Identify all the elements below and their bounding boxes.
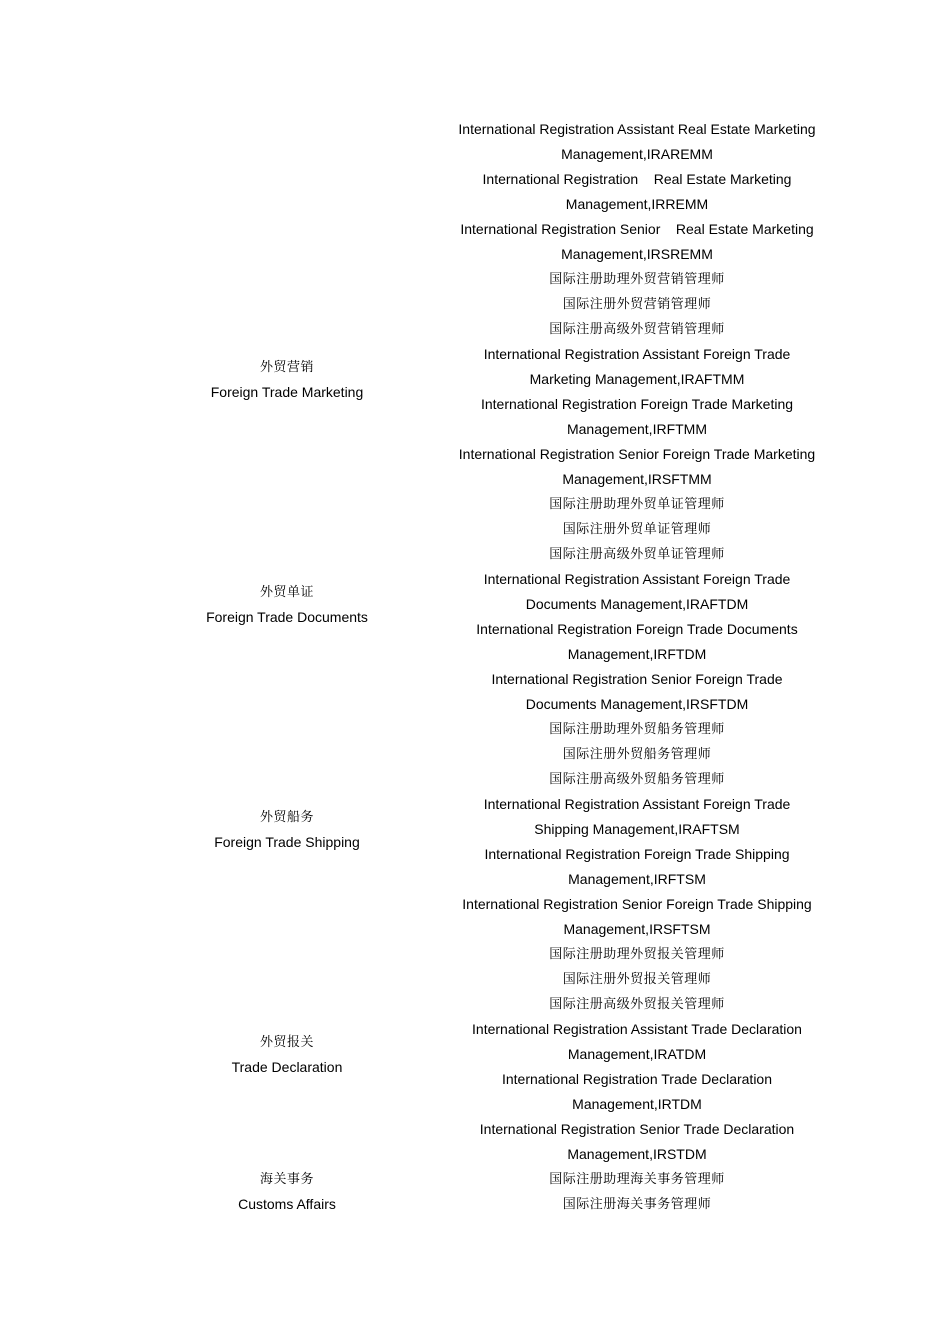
- qualification-line: 国际注册助理外贸营销管理师: [549, 272, 725, 287]
- category-name-zh: 海关事务: [259, 1172, 314, 1187]
- category-name-en: Foreign Trade Documents: [206, 608, 368, 625]
- qualification-list: [442, 1167, 832, 1217]
- qualification-block: [0, 717, 950, 942]
- qualification-line: 国际注册外贸船务管理师: [562, 747, 712, 762]
- qualification-line: International Registration Assistant Foreign Trade: [483, 796, 791, 812]
- qualification-line: Management,IRSREMM: [561, 246, 713, 262]
- qualification-line: Management,IRATDM: [567, 1046, 707, 1062]
- qualification-line: International Registration Senior Foreign Trade Shipping: [462, 896, 812, 912]
- category-name-en: Foreign Trade Marketing: [210, 383, 364, 400]
- qualification-line: 国际注册海关事务管理师: [562, 1197, 712, 1212]
- qualification-line: 国际注册高级外贸船务管理师: [549, 772, 725, 787]
- qualification-line: International Registration Senior Foreign Trade Marketing: [458, 446, 816, 462]
- qualification-list: [442, 942, 832, 1167]
- qualification-line: 国际注册助理外贸单证管理师: [549, 497, 725, 512]
- category-cell: [87, 717, 487, 942]
- qualification-line: International Registration Senior Trade Declaration: [479, 1121, 795, 1137]
- qualification-block: [0, 267, 950, 492]
- qualification-block: [0, 492, 950, 717]
- category-name-en: Trade Declaration: [231, 1058, 343, 1075]
- document-page: [0, 117, 950, 1217]
- qualification-line: International Registration Foreign Trade Marketing: [480, 396, 794, 412]
- category-cell: [87, 492, 487, 717]
- qualification-line: International Registration Senior Foreign Trade: [491, 671, 783, 687]
- qualification-line: Shipping Management,IRAFTSM: [534, 821, 740, 837]
- qualification-line: 国际注册外贸单证管理师: [562, 522, 712, 537]
- category-name-zh: 外贸营销: [259, 359, 314, 375]
- qualification-line: Management,IRSFTMM: [562, 471, 712, 487]
- category-name-en: Customs Affairs: [238, 1196, 336, 1212]
- qualification-line: 国际注册外贸报关管理师: [562, 972, 712, 987]
- category-name-zh: 外贸单证: [259, 584, 314, 600]
- qualification-line: International Registration Trade Declaration: [501, 1071, 773, 1087]
- qualification-line: Management,IRREMM: [565, 196, 709, 212]
- qualification-line: International Registration Foreign Trade Documents: [476, 621, 798, 637]
- qualification-line: International Registration Foreign Trade Shipping: [484, 846, 790, 862]
- qualification-line: Management,IRSTDM: [567, 1146, 707, 1162]
- category-name-zh: 外贸船务: [259, 809, 314, 825]
- qualification-line: 国际注册外贸营销管理师: [562, 297, 712, 312]
- qualification-line: Management,IRTDM: [572, 1096, 702, 1112]
- qualification-list: [442, 117, 832, 267]
- qualification-block: [0, 1167, 950, 1217]
- qualification-line: 国际注册高级外贸营销管理师: [549, 322, 725, 337]
- qualification-line: 国际注册高级外贸报关管理师: [549, 997, 725, 1012]
- qualification-line: International Registration Senior Real Estate Marketing: [460, 221, 814, 237]
- qualification-block: [0, 117, 950, 267]
- qualification-line: International Registration Assistant Trade Declaration: [472, 1021, 802, 1037]
- qualification-line: Management,IRAREMM: [561, 146, 713, 162]
- qualification-list: [442, 492, 832, 717]
- qualification-line: International Registration Assistant Foreign Trade: [483, 571, 791, 587]
- category-name-zh: 外贸报关: [259, 1034, 314, 1050]
- qualification-line: 国际注册助理外贸报关管理师: [549, 947, 725, 962]
- qualification-line: 国际注册助理外贸船务管理师: [549, 722, 725, 737]
- category-name-en: Foreign Trade Shipping: [214, 833, 360, 850]
- qualification-line: Management,IRFTDM: [567, 646, 707, 662]
- qualification-list: [442, 717, 832, 942]
- qualification-line: Management,IRFTSM: [568, 871, 706, 887]
- qualification-line: Documents Management,IRSFTDM: [525, 696, 749, 712]
- qualification-line: International Registration Assistant Foreign Trade: [483, 346, 791, 362]
- qualification-line: International Registration Real Estate Marketing: [482, 171, 792, 187]
- qualification-line: Marketing Management,IRAFTMM: [529, 371, 745, 387]
- qualification-line: 国际注册助理海关事务管理师: [549, 1172, 725, 1187]
- qualification-block: [0, 942, 950, 1167]
- category-cell: [87, 942, 487, 1167]
- qualification-line: Management,IRSFTSM: [563, 921, 711, 937]
- qualification-line: Documents Management,IRAFTDM: [525, 596, 749, 612]
- category-cell: [87, 267, 487, 492]
- category-cell: [87, 1167, 487, 1217]
- qualification-list: [442, 267, 832, 492]
- qualification-line: 国际注册高级外贸单证管理师: [549, 547, 725, 562]
- qualification-line: Management,IRFTMM: [566, 421, 708, 437]
- qualification-line: International Registration Assistant Real Estate Marketing: [458, 121, 816, 137]
